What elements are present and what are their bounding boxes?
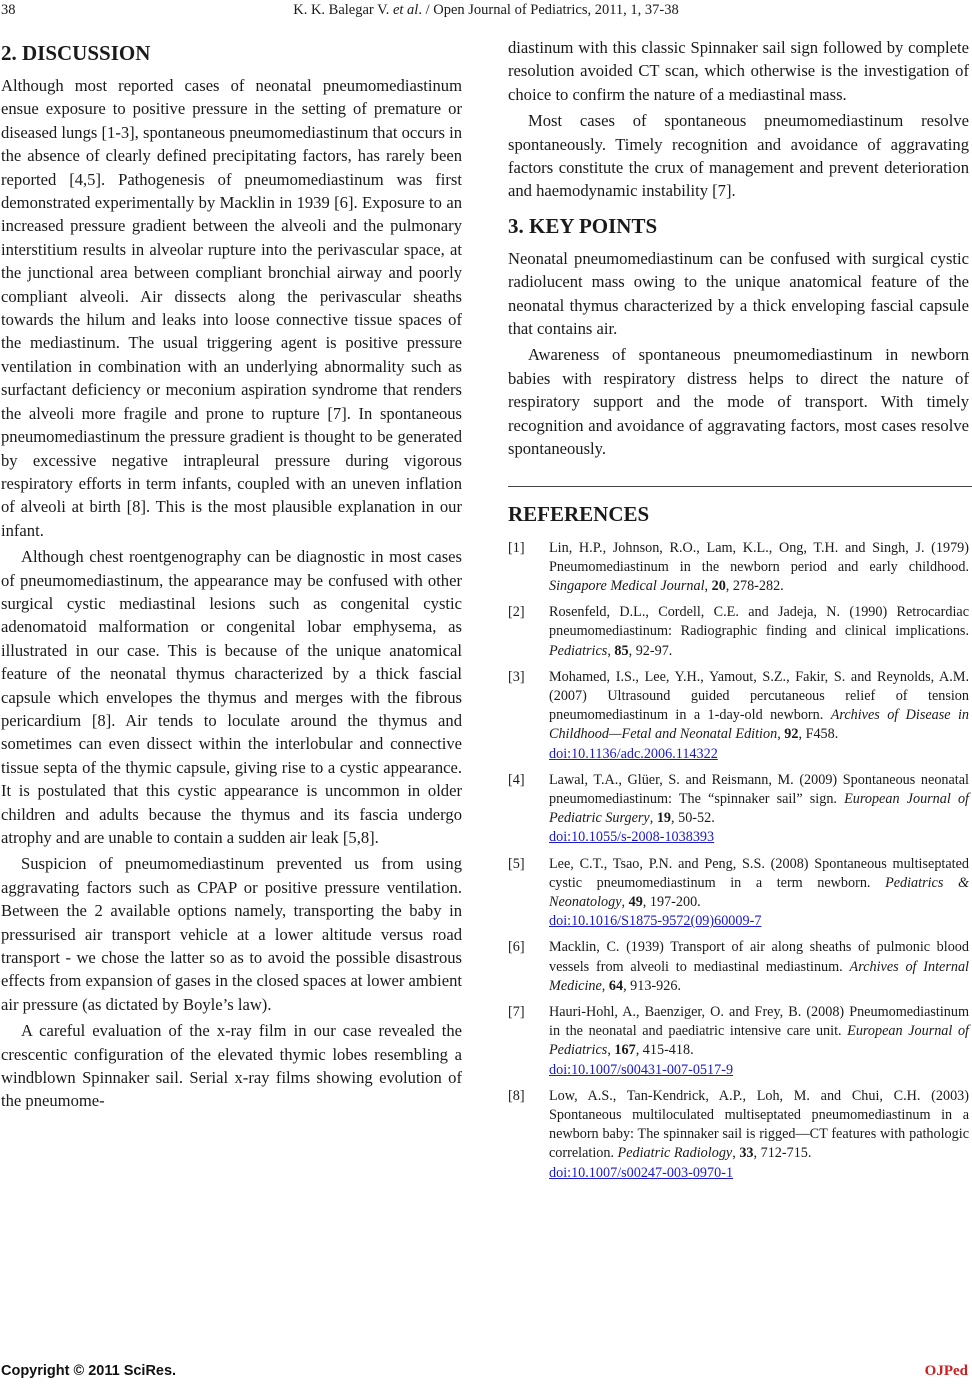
reference-pages: , F458.: [798, 726, 839, 743]
discussion-paragraph: Although most reported cases of neonatal pneumomediastinum ensue exposure to positive pressure in the setting of premature or diseased lungs [1-3], spontaneous pneumomediastinum that occurs in the absence of clearly defined precipitating factors, has rarely been reported [4,5]. Pathogenesis of pneumomediastinum was first demonstrated experimentally by Macklin in 1939 [6]. Exposure to an increased pressure gradient between the alveoli and the pulmonary interstitium results in alveolar rupture into the perivascular space, at the junctional area between compliant bronchial airway and poorly compliant alveoli. Air dissects along the perivascular sheaths towards the hilum and leaks into loose connective tissue spaces of the mediastinum. The usual triggering agent is positive pressure ventilation in combination with an underlying abnormality such as surfactant deficiency or meconium aspiration syndrome that renders the alveoli more fragile and prone to rupture [7]. In spontaneous pneumomediastinum the pressure gradient is thought to be generated by excessive negative intrapleural pressure during vigorous respiratory efforts in term infants, coupled with an uneven inflation of alveoli at birth [8]. This is the most plausible explanation in our infant.: [1, 76, 462, 540]
page-number: 38: [1, 2, 16, 18]
reference-item: [508, 938, 969, 996]
reference-separator: ,: [704, 577, 712, 594]
reference-doi-link[interactable]: doi:10.1016/S1875-9572(09)60009-7: [549, 913, 762, 930]
reference-journal: Pediatric Radiology: [617, 1145, 733, 1162]
reference-number: [7]: [508, 1003, 525, 1020]
discussion-paragraph: A careful evaluation of the x-ray film in our case revealed the crescentic configuration of the elevated thymic lobes resembling a windblown Spinnaker sail. Serial x-ray films showing evolution of the pneumome-: [1, 1021, 462, 1111]
reference-number: [2]: [508, 604, 525, 621]
reference-doi-link[interactable]: doi:10.1136/adc.2006.114322: [549, 745, 718, 762]
discussion-paragraph: Most cases of spontaneous pneumomediastinum resolve spontaneously. Timely recognition and avoidance of aggravating factors constitute the crux of management and prevent deterioration and haemodynamic instability [7].: [508, 111, 969, 201]
discussion-paragraph-continued: diastinum with this classic Spinnaker sail sign followed by complete resolution avoided CT scan, which otherwise is the investigation of choice to confirm the nature of a mediastinal mass.: [508, 38, 969, 104]
discussion-paragraph: Suspicion of pneumomediastinum prevented us from using aggravating factors such as CPAP or positive pressure ventilation. Between the 2 available options namely, transporting the baby in pressurised air transport vehicle at a lower altitude versus road transport - we chose the latter so as to avoid the possible disastrous effects from expansion of gases in the closed spaces at lower ambient air pressure (as dictated by Boyle’s law).: [1, 854, 462, 1014]
reference-text: [549, 1087, 969, 1183]
key-points-heading: 3. KEY POINTS: [508, 213, 658, 238]
reference-doi-link[interactable]: doi:10.1007/s00247-003-0970-1: [549, 1164, 734, 1181]
references-divider: [508, 486, 972, 487]
reference-item: [508, 539, 969, 597]
reference-number: [8]: [508, 1087, 525, 1104]
reference-text: [549, 603, 969, 661]
reference-text: [549, 855, 969, 932]
page-footer: [0, 1363, 972, 1383]
reference-volume: 64: [608, 977, 624, 994]
header-etal: et al: [392, 2, 419, 18]
reference-pages: , 913-926.: [623, 977, 681, 994]
header-authors: K. K. Balegar V.: [293, 2, 390, 18]
reference-item: [508, 603, 969, 661]
key-points-paragraph: Neonatal pneumomediastinum can be confused with surgical cystic radiolucent mass owing to the unique anatomical feature of the neonatal thymus characterized by a thick enveloping fascial capsule that contains air.: [508, 248, 969, 339]
reference-number: [3]: [508, 668, 525, 685]
reference-text: [549, 771, 969, 848]
reference-authors-title: Lin, H.P., Johnson, R.O., Lam, K.L., Ong, T.H. and Singh, J. (1979) Pneumomediastinum in the newborn period and early childhood.: [549, 539, 969, 575]
reference-separator: ,: [732, 1145, 740, 1162]
reference-text: [549, 539, 969, 597]
key-points-paragraph: Awareness of spontaneous pneumomediastinum in newborn babies with respiratory distress helps to direct the nature of respiratory support and the mode of transport. With timely recognition and avoidance of aggravating factors, most cases resolve spontaneously.: [508, 345, 969, 459]
reference-authors-title: Rosenfeld, D.L., Cordell, C.E. and Jadeja, N. (1990) Retrocardiac pneumomediastinum: Radiographic finding and clinical implications.: [549, 604, 969, 640]
reference-authors-title: Lee, C.T., Tsao, P.N. and Peng, S.S. (2008) Spontaneous multiseptated cystic pneumomediastinum in a term newborn.: [549, 855, 969, 891]
reference-item: [508, 1087, 969, 1183]
discussion-paragraph: Although chest roentgenography can be diagnostic in most cases of pneumomediastinum, the appearance may be confused with other surgical cystic mediastinal lesions such as congenital cystic adenomatoid malformation or congenital lobar emphysema, as illustrated in our case. This is because of the unique anatomical feature of the neonatal thymus characterized by a thick fascial capsule which envelopes the thymus and merges with the fibrous pericardium [8]. Air tends to loculate around the thymus and sometimes can even dissect within the interlobular and connective tissue septa of the thymic capsule, giving rise to a cystic appearance. It is postulated that this cystic appearance is uncommon in older children and adults because the thymus and its fascia undergo atrophy and are unable to contain a sudden air leak [5,8].: [1, 547, 462, 847]
reference-authors-title: Low, A.S., Tan-Kendrick, A.P., Loh, M. and Chui, C.H. (2003) Spontaneous multiloculated multiseptated pneumomediastinum in a newborn baby: The spinnaker sail is rigged—CT features with pathologic correlation.: [549, 1087, 969, 1162]
reference-pages: , 197-200.: [642, 893, 701, 910]
reference-number: [5]: [508, 855, 525, 872]
reference-journal: European Journal of Pediatric Surgery: [549, 790, 969, 827]
reference-authors-title: Mohamed, I.S., Lee, Y.H., Yamout, S.Z., Fakir, S. and Reynolds, A.M. (2007) Ultrasound guided percutaneous relief of tension pneumomediastinum in a 1-day-old newborn.: [549, 668, 969, 724]
reference-journal: Archives of Disease in Childhood—Fetal and Neonatal Edition: [549, 707, 969, 743]
reference-volume: 20: [711, 577, 726, 594]
reference-pages: , 92-97.: [628, 642, 673, 659]
reference-separator: ,: [607, 642, 615, 659]
reference-separator: ,: [649, 810, 657, 827]
reference-pages: , 278-282.: [725, 577, 784, 594]
reference-doi-link[interactable]: doi:10.1055/s-2008-1038393: [549, 829, 715, 846]
reference-volume: 33: [739, 1145, 754, 1162]
running-header: [0, 0, 972, 24]
reference-text: [549, 938, 969, 996]
reference-list: [508, 539, 969, 1183]
reference-authors-title: Macklin, C. (1939) Transport of air along sheaths of pulmonic blood vessels from alveoli to mediastinal mediastinum.: [549, 939, 969, 975]
reference-journal: European Journal of Pediatrics: [549, 1023, 969, 1059]
reference-pages: , 712-715.: [753, 1145, 812, 1162]
reference-number: [4]: [508, 771, 525, 788]
reference-doi-link[interactable]: doi:10.1007/s00431-007-0517-9: [549, 1061, 734, 1078]
reference-journal: Singapore Medical Journal: [549, 577, 705, 594]
reference-text: [549, 668, 969, 764]
reference-item: [508, 1003, 969, 1080]
reference-separator: ,: [607, 1042, 615, 1059]
reference-volume: 92: [784, 726, 799, 743]
journal-abbreviation: OJPed: [924, 1363, 968, 1379]
reference-separator: ,: [601, 977, 609, 994]
copyright-notice: Copyright © 2011 SciRes.: [1, 1363, 177, 1379]
reference-authors-title: Lawal, T.A., Glüer, S. and Reismann, M. (2009) Spontaneous neonatal pneumomediastinum: The “spinnaker sail” sign.: [549, 771, 969, 807]
header-citation: . / Open Journal of Pediatrics, 2011, 1, 37-38: [418, 2, 679, 18]
references-heading: REFERENCES: [508, 501, 650, 526]
reference-separator: ,: [621, 893, 629, 910]
discussion-heading: 2. DISCUSSION: [1, 41, 151, 65]
reference-pages: , 50-52.: [671, 810, 715, 827]
reference-pages: , 415-418.: [635, 1042, 694, 1059]
reference-volume: 85: [614, 642, 629, 659]
reference-number: [1]: [508, 539, 525, 556]
reference-item: [508, 668, 969, 764]
reference-volume: 49: [628, 893, 643, 910]
left-column: [1, 36, 462, 1113]
reference-journal: Pediatrics & Neonatology: [549, 874, 969, 910]
reference-volume: 19: [656, 810, 672, 827]
reference-item: [508, 771, 969, 848]
reference-item: [508, 855, 969, 932]
reference-number: [6]: [508, 939, 525, 956]
reference-separator: ,: [777, 726, 785, 743]
reference-journal: Archives of Internal Medicine: [549, 958, 970, 994]
reference-authors-title: Hauri-Hohl, A., Baenziger, O. and Frey, B. (2008) Pneumomediastinum in the neonatal and paediatric intensive care unit.: [549, 1003, 969, 1040]
reference-volume: 167: [614, 1042, 636, 1059]
running-title: [0, 2, 972, 19]
reference-journal: Pediatrics: [549, 642, 608, 659]
reference-text: [549, 1003, 969, 1080]
right-column: [508, 36, 969, 1190]
